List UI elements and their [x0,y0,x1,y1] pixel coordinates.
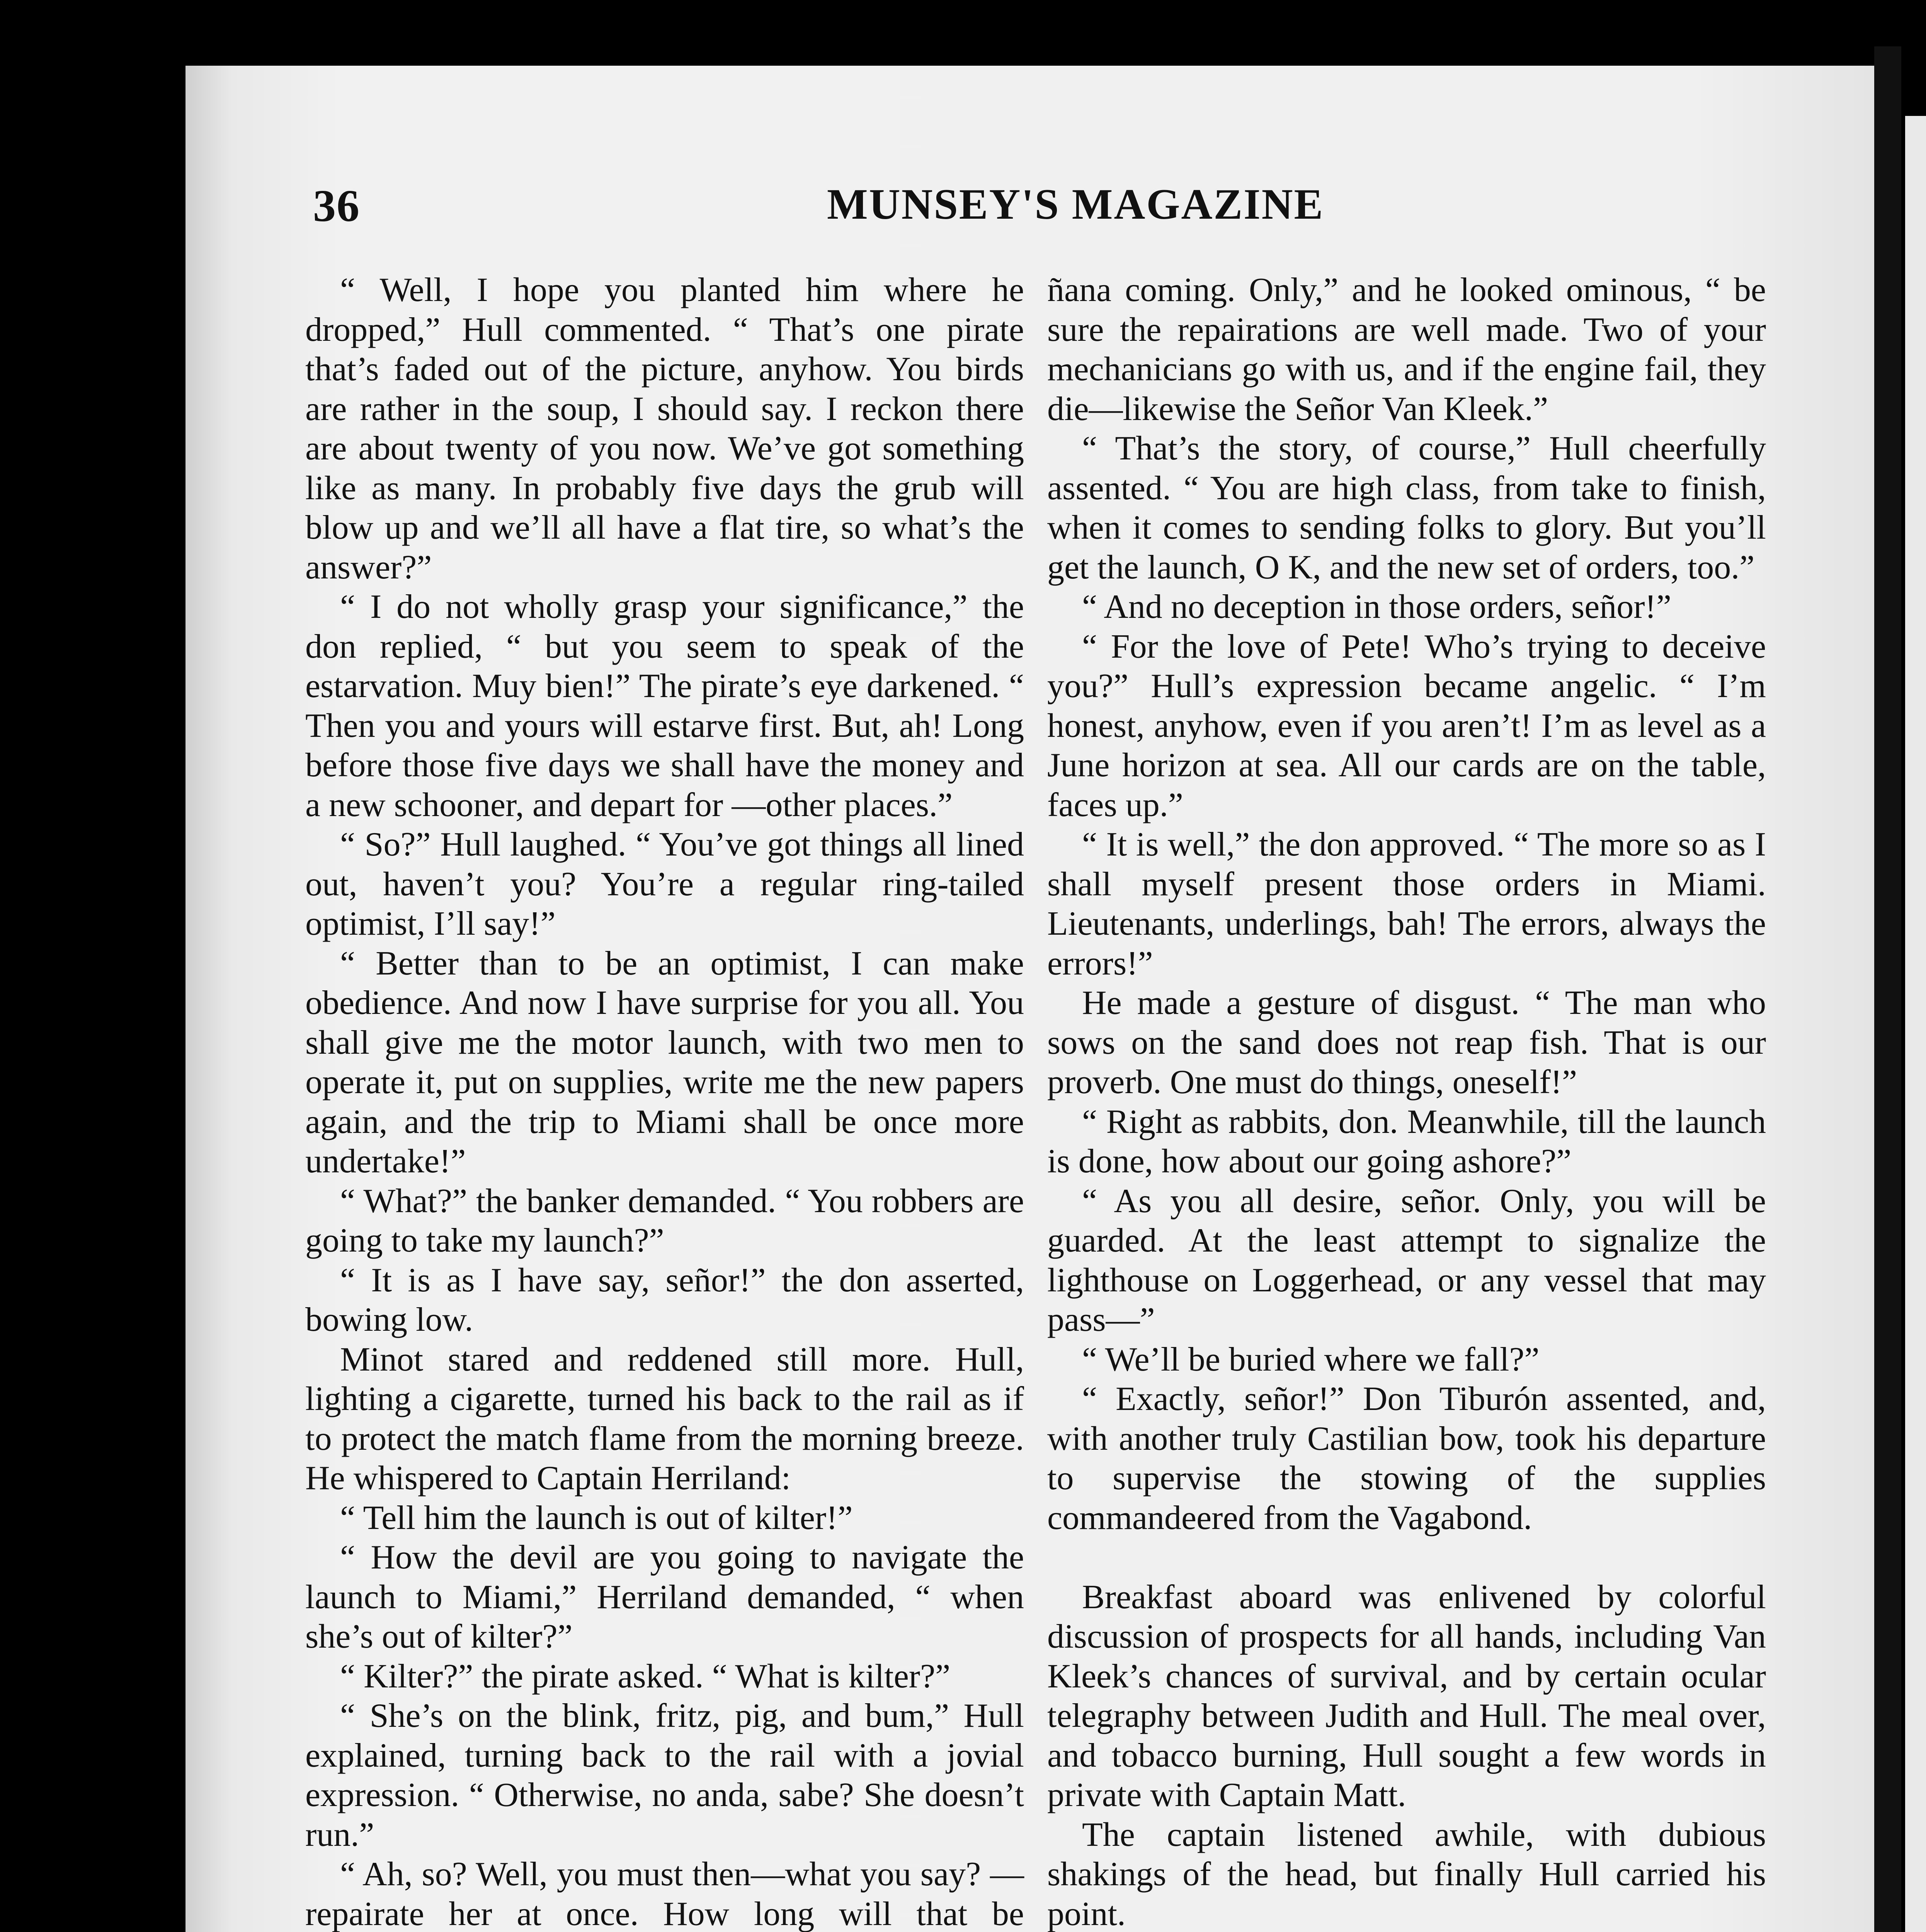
paragraph: “ How the devil are you going to navigate the launch to Miami,” Herriland demanded, “ when she’s out of kilter?” [305,1539,1024,1655]
paragraph: “ That’s the story, of course,” Hull cheerfully assented. “ You are high class, from take to finish, when it comes to sending folks to glory. But you’ll get the launch, O K, and the new set of orders, too.” [1047,430,1766,586]
paragraph: “ I do not wholly grasp your significance,” the don replied, “ but you seem to speak of the estarvation. Muy bien!” The pirate’s eye darkened. “ Then you and yours will estarve first. But, ah! Long before those five days we shall have the money and a new schooner, and depart for —other places.” [305,588,1024,824]
paragraph: “ As you all desire, señor. Only, you will be guarded. At the least attempt to signalize the lighthouse on Loggerhead, or any vessel that may pass—” [1047,1182,1766,1338]
paragraph: “ She’s on the blink, fritz, pig, and bum,” Hull explained, turning back to the rail with a jovial expression. “ Otherwise, no anda, sabe? She doesn’t run.” [305,1697,1024,1854]
paragraph: “ It is as I have say, señor!” the don asserted, bowing low. [305,1261,1024,1338]
paragraph: “ Well, I hope you planted him where he dropped,” Hull commented. “ That’s one pirate that’s faded out of the picture, anyhow. You birds are rather in the soup, I should say. I reckon there are about twenty of you now. We’ve got something like as many. In probably five days the grub will blow up and we’ll all have a flat tire, so what’s the answer?” [305,271,1024,586]
paragraph: “ Tell him the launch is out of kilter!” [340,1499,853,1537]
paragraph: “ For the love of Pete! Who’s trying to deceive you?” Hull’s expression became angelic. “ I’m honest, anyhow, even if you aren’t! I’m as level as a June horizon at sea. All our cards are on the table, faces up.” [1047,628,1766,824]
paragraph: The captain listened awhile, with dubious shakings of the head, but finally Hull carried his point. [1047,1816,1766,1932]
paragraph: “ Right as rabbits, don. Meanwhile, till the launch is done, how about our going ashore?” [1047,1103,1766,1180]
paragraph: “ Exactly, señor!” Don Tiburón assented, and, with another truly Castilian bow, took his departure to supervise the stowing of the supplies commandeered from the Vagabond. [1047,1380,1766,1537]
paragraph: He made a gesture of disgust. “ The man who sows on the sand does not reap fish. That is our proverb. One must do things, oneself!” [1047,984,1766,1101]
paragraph: “ And no deception in those orders, señor!” [1082,588,1671,626]
magazine-title: MUNSEY'S MAGAZINE [827,180,1324,228]
section-break [1047,1538,1766,1578]
running-head [313,180,1859,242]
paragraph: Minot stared and reddened still more. Hull, lighting a cigarette, turned his back to the rail as if to protect the match flame from the morning breeze. He whispered to Captain Herriland: [305,1340,1024,1497]
page-gutter-shadow [1874,46,1901,1932]
paragraph: “ Better than to be an optimist, I can make obedience. And now I have surprise for you all. You shall give me the motor launch, with two men to operate it, put on supplies, write me the new papers again, and the trip to Miami shall be once more undertake!” [305,944,1024,1180]
paragraph: “ So?” Hull laughed. “ You’ve got things all lined out, haven’t you? You’re a regular ring-tailed optimist, I’ll say!” [305,826,1024,942]
paragraph: “ We’ll be buried where we fall?” [1082,1340,1540,1378]
paragraph: Breakfast aboard was enlivened by colorful discussion of prospects for all hands, including Van Kleek’s chances of survival, and by certain ocular telegraphy between Judith and Hull. The meal over, and tobacco burning, Hull sought a few words in private with Captain Matt. [1047,1578,1766,1814]
next-page-sliver [1905,116,1926,1932]
right-column [1047,270,1766,1932]
paragraph: “ Kilter?” the pirate asked. “ What is kilter?” [340,1657,951,1695]
page-number: 36 [313,180,360,231]
left-column [305,270,1024,1932]
paragraph: “ It is well,” the don approved. “ The more so as I shall myself present those orders in Miami. Lieutenants, underlings, bah! The errors, always the errors!” [1047,826,1766,982]
paragraph-continuation: ñana coming. Only,” and he looked ominous, “ be sure the repairations are well made. Two of your mechanicians go with us, and if the engine fail, they die—likewise the Señor Van Kleek.” [1047,271,1766,428]
paragraph: “ What?” the banker demanded. “ You robbers are going to take my launch?” [305,1182,1024,1259]
paragraph: “ Ah, so? Well, you must then—what you say? — repairate her at once. How long will that be [305,1855,1024,1932]
